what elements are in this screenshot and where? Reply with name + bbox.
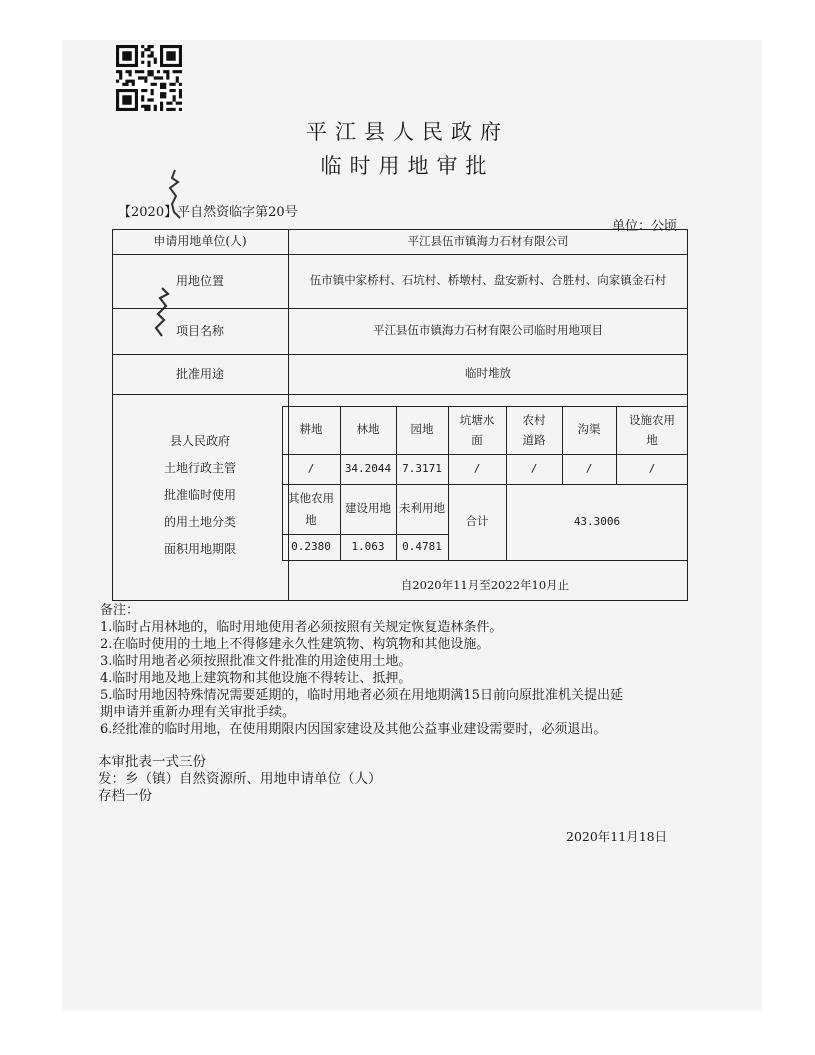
land-type-header: 园地	[410, 422, 434, 437]
distribution-section	[98, 754, 382, 805]
land-type-header: 其他农用地	[288, 491, 334, 527]
page-subtitle: 临时用地审批	[320, 154, 495, 178]
land-type-value: /	[473, 461, 481, 475]
land-type-header: 坑塘水面	[459, 413, 495, 447]
purpose-label: 批准用途	[175, 366, 224, 381]
project-value: 平江县伍市镇海力石材有限公司临时用地项目	[373, 323, 603, 338]
land-type-value: /	[648, 461, 656, 475]
note-item: 3.临时用地者必须按照批准文件批准的用途使用土地。	[100, 654, 412, 669]
note-item: 5.临时用地因特殊情况需要延期的，临时用地者必须在用地期满15日前向原批准机关提出延	[100, 688, 623, 703]
grid-line	[282, 560, 688, 561]
note-item: 4.临时用地及地上建筑物和其他设施不得转让、抵押。	[100, 671, 412, 686]
page-title: 平江县人民政府	[306, 120, 509, 144]
land-type-header: 耕地	[299, 422, 323, 437]
land-type-value: 0.4781	[402, 539, 442, 553]
project-label: 项目名称	[175, 323, 224, 338]
unit-label: 单位：公顷	[612, 219, 678, 234]
location-value: 伍市镇中家桥村、石坑村、桥墩村、盘安新村、合胜村、向家镇金石村	[309, 273, 667, 288]
total-label: 合计	[465, 514, 489, 529]
land-type-header: 设施农用地	[629, 413, 675, 447]
land-type-value: 7.3171	[402, 461, 442, 475]
land-type-header: 农村道路	[522, 413, 546, 447]
note-item: 6.经批准的临时用地，在使用期限内因国家建设及其他公益事业建设需要时，必须退出。	[100, 722, 607, 737]
applicant-label: 申请用地单位(人)	[153, 234, 247, 249]
applicant-value: 平江县伍市镇海力石材有限公司	[407, 233, 569, 248]
qr-code-icon	[116, 44, 182, 112]
period-value: 自2020年11月至2022年10月止	[400, 578, 570, 593]
land-type-header: 未利用地	[399, 501, 445, 516]
row-divider	[112, 394, 688, 395]
total-value: 43.3006	[573, 514, 621, 528]
land-type-value: /	[530, 461, 538, 475]
land-type-header: 林地	[356, 422, 380, 437]
notes-section	[100, 602, 680, 738]
purpose-value: 临时堆放	[465, 366, 511, 381]
land-type-value: 34.2044	[344, 461, 392, 475]
distribution-line: 本审批表一式三份	[98, 754, 206, 770]
document-number: 【2020】平自然资临字第20号	[118, 205, 298, 220]
approval-date: 2020年11月18日	[566, 829, 668, 844]
land-type-value: 1.063	[351, 539, 385, 553]
land-type-header: 沟渠	[577, 422, 601, 437]
distribution-line: 发：乡（镇）自然资源所、用地申请单位（人）	[98, 771, 382, 787]
note-item: 期申请并重新办理有关审批手续。	[100, 705, 296, 720]
area-label: 县人民政府 土地行政主管 批准临时使用 的用土地分类 面积用地期限	[163, 433, 236, 556]
land-type-header: 建设用地	[345, 501, 391, 516]
notes-heading: 备注：	[100, 603, 140, 618]
land-type-value: 0.2380	[291, 539, 331, 553]
land-type-value: /	[307, 461, 315, 475]
location-label: 用地位置	[175, 273, 224, 288]
note-item: 2.在临时使用的土地上不得修建永久性建筑物、构筑物和其他设施。	[100, 637, 490, 652]
distribution-line: 存档一份	[98, 788, 152, 804]
note-item: 1.临时占用林地的，临时用地使用者必须按照有关规定恢复造林条件。	[100, 620, 503, 635]
land-type-value: /	[585, 461, 593, 475]
